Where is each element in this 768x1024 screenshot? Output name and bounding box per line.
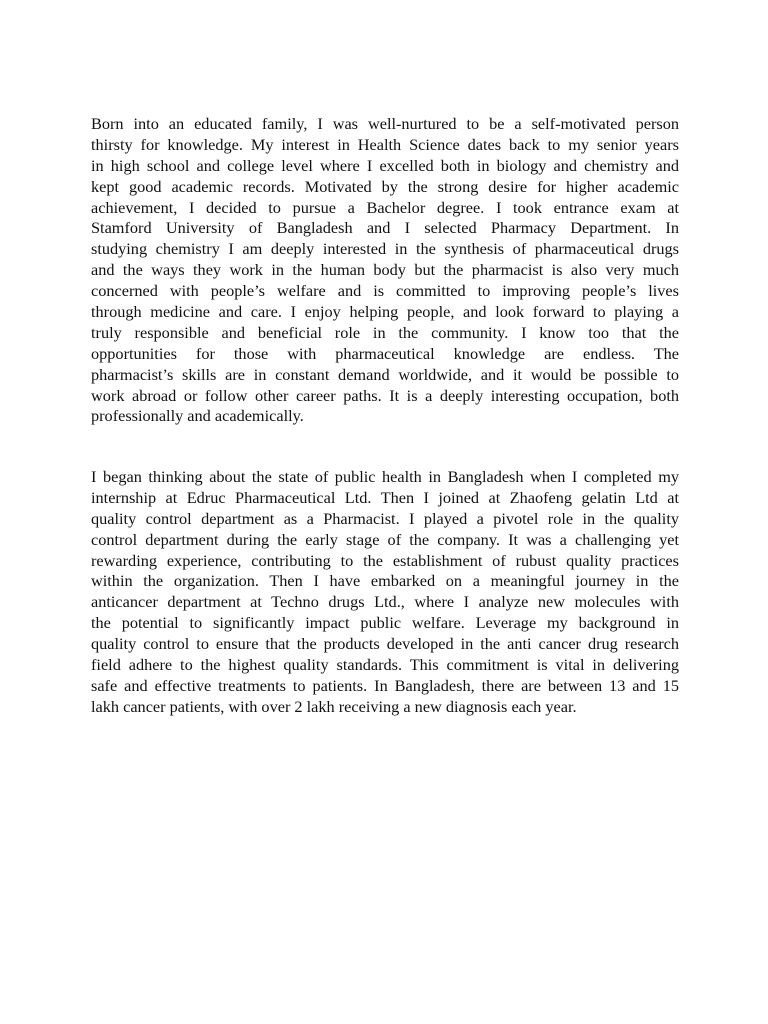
text-line: studying chemistry I am deeply interested in the synthesis of pharmaceutical drugs	[91, 239, 679, 259]
text-line: field adhere to the highest quality standards. This commitment is vital in delivering	[91, 655, 679, 675]
text-line: lakh cancer patients, with over 2 lakh receiving a new diagnosis each year.	[91, 696, 577, 716]
text-line: within the organization. Then I have embarked on a meaningful journey in the	[91, 571, 679, 591]
text-line: the potential to significantly impact public welfare. Leverage my background in	[91, 613, 679, 633]
text-line: anticancer department at Techno drugs Ltd., where I analyze new molecules with	[91, 592, 679, 612]
text-line: I began thinking about the state of public health in Bangladesh when I completed my	[91, 467, 679, 486]
text-line: professionally and academically.	[91, 406, 304, 426]
text-line: Stamford University of Bangladesh and I selected Pharmacy Department. In	[91, 218, 679, 238]
text-line: in high school and college level where I excelled both in biology and chemistry and	[91, 155, 679, 175]
paragraph-personal-background	[91, 114, 679, 427]
text-line: achievement, I decided to pursue a Bachelor degree. I took entrance exam at	[91, 197, 679, 217]
text-line: quality control to ensure that the products developed in the anti cancer drug research	[91, 634, 679, 654]
text-line: Born into an educated family, I was well-nurtured to be a self-motivated person	[91, 114, 679, 133]
text-line: work abroad or follow other career paths. It is a deeply interesting occupation, both	[91, 385, 679, 405]
text-line: opportunities for those with pharmaceutical knowledge are endless. The	[91, 343, 679, 363]
text-line: through medicine and care. I enjoy helping people, and look forward to playing a	[91, 302, 679, 322]
text-line: rewarding experience, contributing to the establishment of rubust quality practices	[91, 550, 679, 570]
text-line: concerned with people’s welfare and is committed to improving people’s lives	[91, 281, 679, 301]
text-line: safe and effective treatments to patients. In Bangladesh, there are between 13 and 15	[91, 675, 679, 695]
text-line: truly responsible and beneficial role in the community. I know too that the	[91, 322, 679, 342]
text-line: pharmacist’s skills are in constant demand worldwide, and it would be possible to	[91, 364, 679, 384]
text-line: quality control department as a Pharmacist. I played a pivotel role in the quality	[91, 508, 679, 528]
text-line: kept good academic records. Motivated by the strong desire for higher academic	[91, 176, 679, 196]
paragraph-professional-experience	[91, 467, 679, 718]
text-line: internship at Edruc Pharmaceutical Ltd. Then I joined at Zhaofeng gelatin Ltd at	[91, 487, 679, 507]
text-line: control department during the early stage of the company. It was a challenging yet	[91, 529, 679, 549]
text-line: and the ways they work in the human body but the pharmacist is also very much	[91, 260, 679, 280]
text-line: thirsty for knowledge. My interest in Health Science dates back to my senior years	[91, 134, 679, 154]
